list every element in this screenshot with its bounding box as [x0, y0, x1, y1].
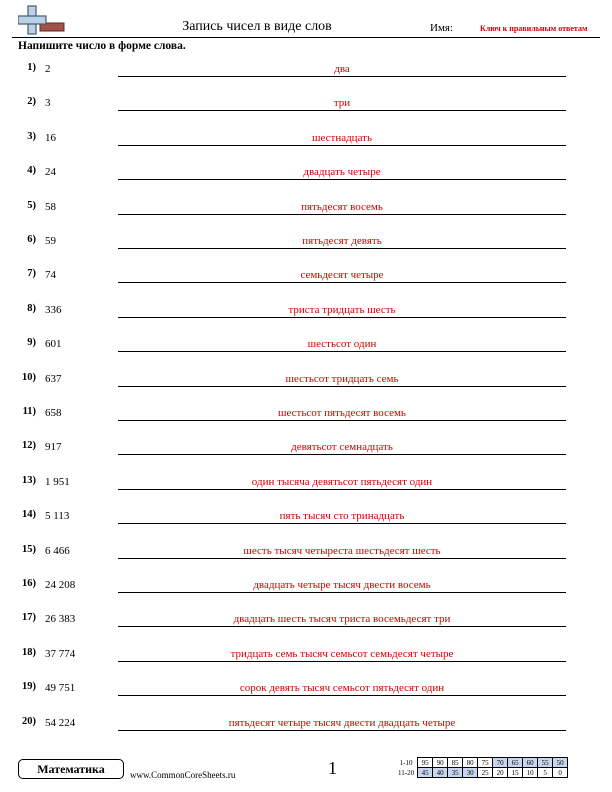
problem-row: [0, 681, 612, 715]
problem-value: 336: [45, 303, 62, 316]
answer-line: [118, 317, 566, 318]
score-cell: 35: [448, 768, 463, 778]
score-cell: 50: [553, 758, 568, 768]
problem-number: 12): [22, 440, 36, 452]
brand-logo: Математика: [18, 759, 124, 779]
answer-text: двадцать четыре тысяч двести восемь: [253, 579, 431, 591]
problem-row: [0, 475, 612, 509]
answer-text: шестьсот один: [307, 338, 377, 351]
problem-number: 3): [27, 130, 36, 142]
problem-row: [0, 268, 612, 302]
answer-line: [118, 386, 566, 387]
worksheet-footer: [12, 752, 600, 786]
answer-text: пятьдесят девять: [302, 235, 382, 247]
answer-line: [118, 558, 566, 559]
answer-text: шестнадцать: [312, 131, 372, 144]
problem-number: 14): [22, 509, 36, 521]
answer-text: двадцать четыре: [303, 166, 381, 179]
problem-number: 9): [27, 337, 36, 349]
score-cell: 40: [433, 768, 448, 778]
problem-row: [0, 303, 612, 337]
score-cell: 15: [508, 768, 523, 778]
problem-value: 658: [45, 407, 62, 419]
page-number: 1: [328, 758, 337, 778]
problem-value: 26 383: [45, 613, 76, 626]
answer-line: [118, 110, 566, 111]
answer-line: [118, 489, 566, 490]
answer-text: триста тридцать шесть: [288, 303, 396, 316]
problem-number: 10): [22, 371, 36, 383]
problem-row: [0, 612, 612, 646]
problem-number: 15): [22, 543, 36, 555]
site-url: www.CommonCoreSheets.ru: [130, 770, 236, 780]
problem-value: 59: [45, 235, 56, 247]
answer-line: [118, 730, 566, 731]
score-cell: 80: [463, 758, 478, 768]
score-row: [396, 768, 568, 778]
problem-row: [0, 131, 612, 165]
score-cell: 45: [418, 768, 433, 778]
problem-number: 18): [22, 646, 36, 658]
answer-line: [118, 454, 566, 455]
problem-row: [0, 544, 612, 578]
problem-number: 2): [27, 96, 36, 108]
problem-value: 37 774: [45, 647, 76, 660]
score-cell: 0: [553, 768, 568, 778]
answer-text: девятьсот семнадцать: [291, 441, 393, 454]
answer-line: [118, 76, 566, 77]
problem-value: 3: [45, 97, 51, 110]
answer-text: три: [333, 97, 351, 110]
problem-number: 11): [22, 406, 36, 417]
score-range-label: 11-20: [398, 768, 415, 777]
score-cell: 85: [448, 758, 463, 768]
problem-row: [0, 165, 612, 199]
answer-line: [118, 282, 566, 283]
answer-line: [118, 695, 566, 696]
answer-text: пятьдесят восемь: [301, 200, 383, 213]
problem-number: 8): [27, 302, 36, 314]
problem-value: 24 208: [45, 579, 76, 591]
problem-row: [0, 440, 612, 474]
problem-value: 74: [45, 269, 56, 282]
problem-value: 5 113: [45, 510, 70, 523]
problem-value: 1 951: [45, 475, 70, 488]
answer-line: [118, 523, 566, 524]
worksheet-header: [12, 0, 600, 38]
problem-value: 54 224: [45, 716, 76, 729]
problem-number: 7): [27, 268, 36, 280]
answer-text: шесть тысяч четыреста шестьдесят шесть: [243, 544, 441, 557]
score-cell: 55: [538, 758, 553, 768]
problem-value: 601: [45, 338, 62, 351]
answer-line: [118, 179, 566, 180]
problem-row: [0, 62, 612, 96]
score-cell: 5: [538, 768, 553, 778]
answer-text: пятьдесят четыре тысяч двести двадцать четыре: [228, 716, 456, 729]
problem-row: [0, 716, 612, 750]
problem-number: 13): [22, 474, 36, 486]
answer-text: сорок девять тысяч семьсот пятьдесят один: [239, 682, 445, 695]
problem-value: 637: [45, 372, 62, 385]
answer-line: [118, 248, 566, 249]
problem-value: 16: [45, 131, 56, 144]
plus-icon: [18, 4, 66, 38]
answer-line: [118, 592, 566, 593]
score-cell: 90: [433, 758, 448, 768]
problem-value: 2: [45, 63, 51, 75]
problem-row: [0, 509, 612, 543]
answer-text: два: [334, 63, 350, 75]
score-cell: 30: [463, 768, 478, 778]
problem-value: 24: [45, 166, 56, 179]
problem-row: [0, 96, 612, 130]
problem-number: 1): [27, 62, 36, 73]
answer-line: [118, 351, 566, 352]
problem-row: [0, 234, 612, 268]
problem-number: 19): [22, 681, 36, 693]
answer-line: [118, 626, 566, 627]
problem-number: 6): [27, 234, 36, 245]
answer-line: [118, 214, 566, 215]
problem-row: [0, 647, 612, 681]
problem-row: [0, 337, 612, 371]
problem-row: [0, 406, 612, 440]
problem-row: [0, 372, 612, 406]
score-cell: 25: [478, 768, 493, 778]
problem-number: 17): [22, 612, 36, 624]
problem-value: 6 466: [45, 544, 70, 557]
header-divider: [12, 37, 600, 38]
answer-line: [118, 661, 566, 662]
problem-number: 16): [22, 578, 36, 589]
problem-value: 49 751: [45, 682, 76, 695]
problem-number: 5): [27, 199, 36, 211]
problem-value: 58: [45, 200, 56, 213]
answer-text: тридцать семь тысяч семьсот семьдесят четыре: [230, 647, 454, 660]
problem-value: 917: [45, 441, 62, 454]
answer-text: один тысяча девятьсот пятьдесят один: [251, 475, 433, 488]
score-table: [396, 757, 568, 778]
score-range-label: 1-10: [399, 758, 413, 767]
score-cell: 70: [493, 758, 508, 768]
answer-text: двадцать шесть тысяч триста восемьдесят три: [233, 613, 451, 626]
score-cell: 95: [418, 758, 433, 768]
problem-number: 20): [22, 715, 36, 727]
score-cell: 65: [508, 758, 523, 768]
answer-text: шестьсот пятьдесят восемь: [278, 407, 406, 419]
problem-row: [0, 200, 612, 234]
score-cell: 10: [523, 768, 538, 778]
problem-number: 4): [27, 165, 36, 177]
name-label: Имя:: [430, 22, 454, 34]
problem-row: [0, 578, 612, 612]
score-row: [396, 758, 568, 768]
score-cell: 60: [523, 758, 538, 768]
answer-text: пять тысяч сто тринадцать: [279, 510, 405, 523]
answer-line: [118, 420, 566, 421]
answer-text: семьдесят четыре: [300, 269, 384, 282]
score-cell: 75: [478, 758, 493, 768]
answer-key-label: Ключ к правильным ответам: [480, 24, 588, 33]
answer-line: [118, 145, 566, 146]
worksheet-title: Запись чисел в виде слов: [182, 19, 332, 34]
answer-text: шестьсот тридцать семь: [285, 372, 399, 385]
instructions: Напишите число в форме слова.: [18, 40, 186, 52]
score-cell: 20: [493, 768, 508, 778]
